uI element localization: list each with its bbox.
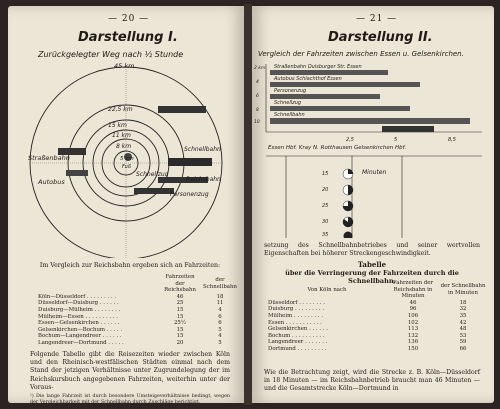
page-number-left: — 20 — [108, 14, 150, 24]
table-row [266, 326, 488, 333]
table-cell: Köln—Düsseldorf . . . . . . . . . [38, 293, 117, 300]
table-cell: 136 [407, 339, 419, 346]
table-cell: 15 [176, 306, 184, 313]
right-table-subtitle: über die Verringerung der Fahrzeiten durch die Schnellbahn. [285, 269, 459, 286]
table-cell: Essen . . . . . . . . . . . [268, 319, 322, 326]
table-cell: Bochum—Langendreer . . . . . . [38, 333, 122, 340]
table-cell: 150 [407, 345, 419, 352]
table-cell: Gelsenkirchen . . . . . . [268, 326, 328, 333]
bar-label-2: Autobus Schlachthof Essen [274, 76, 342, 82]
table-cell: 48 [459, 326, 467, 333]
table-cell: 46 [409, 299, 417, 306]
label-22km: 22,5 km [108, 106, 133, 113]
table-cell: 59 [459, 339, 467, 346]
page-number-right: — 21 — [356, 14, 398, 24]
km-sub-1: 2,5 [346, 137, 354, 143]
table-cell: Duisburg . . . . . . . . . [268, 306, 325, 313]
table-cell: Langendreer—Dortmund . . . . . [38, 339, 124, 346]
left-table-intro: Im Vergleich zur Reichsbahn ergeben sich an Fahrzeiten: [39, 262, 221, 269]
table-cell: 25 [176, 300, 184, 307]
min-30: 30 [322, 219, 329, 225]
table-row [266, 346, 488, 353]
label-reichsbahn: Reichsbahn [186, 176, 221, 183]
clock-icon [343, 169, 353, 238]
right-table-title: Tabelle [357, 260, 387, 269]
left-paragraph: Folgende Tabelle gibt die Reisezeiten wieder zwischen Köln und den Rheinisch-westfälischen Städten einmal nach dem Stand der jetzigen Verhältnisse unter Zugrundelegung der im Reichskursbuch angegebenen Fahrzeiten, weiterhin unter der Voraus- [30, 351, 230, 391]
table-cell: Düsseldorf . . . . . . . . [268, 299, 325, 306]
label-11km: 11 km [112, 132, 131, 139]
table-cell: 66 [459, 345, 467, 352]
table-cell: 102 [407, 319, 419, 326]
table-cell: Düsseldorf—Duisburg . . . . . . [38, 300, 119, 307]
table-cell: Mülheim—Essen . . . . . . . . . . [38, 313, 119, 320]
km-10: 10 [254, 120, 260, 125]
table-cell: 106 [407, 312, 419, 319]
right-paragraph-1: setzung des Schnellbahnbetriebes und seiner wertvollen Eigenschaften bei höherer Streckengeschwindigkeit. [264, 242, 480, 258]
table-cell: 42 [459, 319, 467, 326]
left-footnote: ¹) Die lange Fahrzeit ist durch besondere Umsteigeverhältnisse bedingt, wegen der Vergleichbarkeit mit der Schnellbahn durch Zuschläge berichtigt. [30, 394, 230, 403]
right-title: Darstellung II. [328, 30, 433, 45]
min-20: 20 [322, 187, 329, 193]
bar-label-4: Schnellzug [274, 100, 302, 106]
table-cell: 15 [176, 326, 184, 333]
table-cell: 5 [218, 326, 222, 333]
table-cell: 6 [218, 313, 222, 320]
right-subtitle: Vergleich der Fahrzeiten zwischen Essen u. Gelsenkirchen. [258, 50, 464, 58]
table-row [36, 340, 240, 347]
label-8km: 8 km [116, 143, 132, 150]
table-cell: 4 [218, 306, 222, 313]
table-row [36, 327, 240, 334]
left-page [8, 6, 244, 403]
table-row [36, 294, 240, 301]
label-autobus: Autobus [38, 178, 65, 186]
table-cell: 20 [176, 339, 184, 346]
book-gutter [244, 4, 252, 405]
table-row [36, 307, 240, 314]
label-strassenbahn: Straßenbahn [28, 154, 70, 162]
label-schnellzug: Schnellzug [136, 171, 169, 178]
min-25: 25 [322, 203, 329, 209]
table-cell: 132 [407, 332, 419, 339]
label-fuss: Fuß [122, 164, 131, 170]
table-cell: 4 [218, 333, 222, 340]
right-page [252, 6, 494, 403]
table-cell: 15 [176, 313, 184, 320]
table-cell: 46 [176, 293, 184, 300]
table-row [266, 300, 488, 307]
table-cell: 15 [176, 333, 184, 340]
table-cell: Mülheim . . . . . . . . . [268, 312, 324, 319]
min-35: 35 [322, 232, 329, 238]
km-2: 2 km [254, 66, 266, 71]
right-paragraph-2: Wie die Betrachtung zeigt, wird die Strecke z. B. Köln—Düsseldorf in 18 Minuten — im Reichsbahnbetrieb braucht man 46 Minuten — und die Gesamtstrecke Köln—Dortmund in [264, 369, 480, 393]
table-cell: Gelsenkirchen—Bochum . . . . . [38, 326, 123, 333]
minutes-label: Minuten [362, 169, 387, 176]
table-row [266, 313, 488, 320]
table-row [266, 320, 488, 327]
table-cell: 18 [459, 299, 467, 306]
min-15: 15 [322, 171, 329, 177]
bar-label-5: Schnellbahn [274, 112, 305, 118]
left-title: Darstellung I. [78, 30, 178, 45]
left-subtitle: Zurückgelegter Weg nach ½ Stunde [38, 50, 184, 59]
table-cell: 18 [216, 293, 224, 300]
label-15km: 15 km [108, 122, 127, 129]
table-cell: 5 [218, 339, 222, 346]
km-4: 4 [256, 80, 259, 85]
bar-label-3: Personenzug [274, 88, 307, 94]
table-cell: 96 [409, 306, 417, 313]
table-cell: Dortmund . . . . . . . . . [268, 345, 327, 352]
table-cell: 53 [459, 332, 467, 339]
table-row [266, 333, 488, 340]
left-table: Fahrzeiten der Reichsbahn der Schnellbahn Köln—Düsseldorf . . . . . . . . . 46 18 Düsseldorf—Duisburg . . . . . . 25 11 Duisburg—Mülheim . . . . . . . . 15 4 Mülheim—Essen . . . . . . . . . . 15 6 Essen—Gelsenkirchen . . . . . . 25½ 6 Gelsenkirchen—Bochum . . . . . 15 5 Bochum—Langendreer . . . . . . 15 4 Langendreer—Dortmund . . . . . 20 5 [36, 274, 240, 347]
table-row [36, 320, 240, 327]
table-cell: 11 [216, 300, 224, 307]
table-row [36, 300, 240, 307]
km-sub-2: 5 [394, 137, 398, 143]
label-personenzug: Personenzug [170, 191, 209, 198]
table-cell: 35 [459, 312, 467, 319]
table-cell: 6 [218, 320, 222, 327]
table-row [36, 314, 240, 321]
table-cell: Langendreer . . . . . . . [268, 339, 328, 346]
label-schnellbahn: Schnellbahn [184, 146, 221, 153]
table-cell: Essen—Gelsenkirchen . . . . . . [38, 320, 120, 327]
label-45km: 45 km [114, 62, 135, 70]
stations-label: Essen Hbf. Kray N. Rotthausen Gelsenkirchen Hbf. [268, 145, 407, 151]
label-center: 5 km [120, 156, 134, 162]
km-8: 8 [256, 108, 259, 113]
table-row [266, 306, 488, 313]
table-cell: 25½ [173, 320, 187, 327]
table-cell: Bochum . . . . . . . . . . [268, 332, 325, 339]
table-row [266, 339, 488, 346]
km-6: 6 [256, 94, 259, 99]
table-row [36, 333, 240, 340]
right-table: Von Köln nach Fahrzeiten der Reichsbahn in Minuten der Schnellbahn in Minuten Düsseldorf . . . . . . . . 46 18 Duisburg . . . . . . . . . 96 32 Mülheim . . . . . . . . . 106 35 Essen . . . . . . . . . . . 102 42 Gelsenkirchen . . . . . . 113 48 Bochum . . . . . . . . . . 132 53 Langendreer . . . . . . . 136 59 Dortmund . . . . . . . . . 150 66 [266, 280, 488, 353]
km-sub-3: 8,5 [448, 137, 456, 143]
table-cell: 113 [407, 326, 419, 333]
bar-label-1: Straßenbahn Duisburger Str. Essen [274, 64, 362, 70]
table-cell: Duisburg—Mülheim . . . . . . . . [38, 306, 121, 313]
table-cell: 32 [459, 306, 467, 313]
